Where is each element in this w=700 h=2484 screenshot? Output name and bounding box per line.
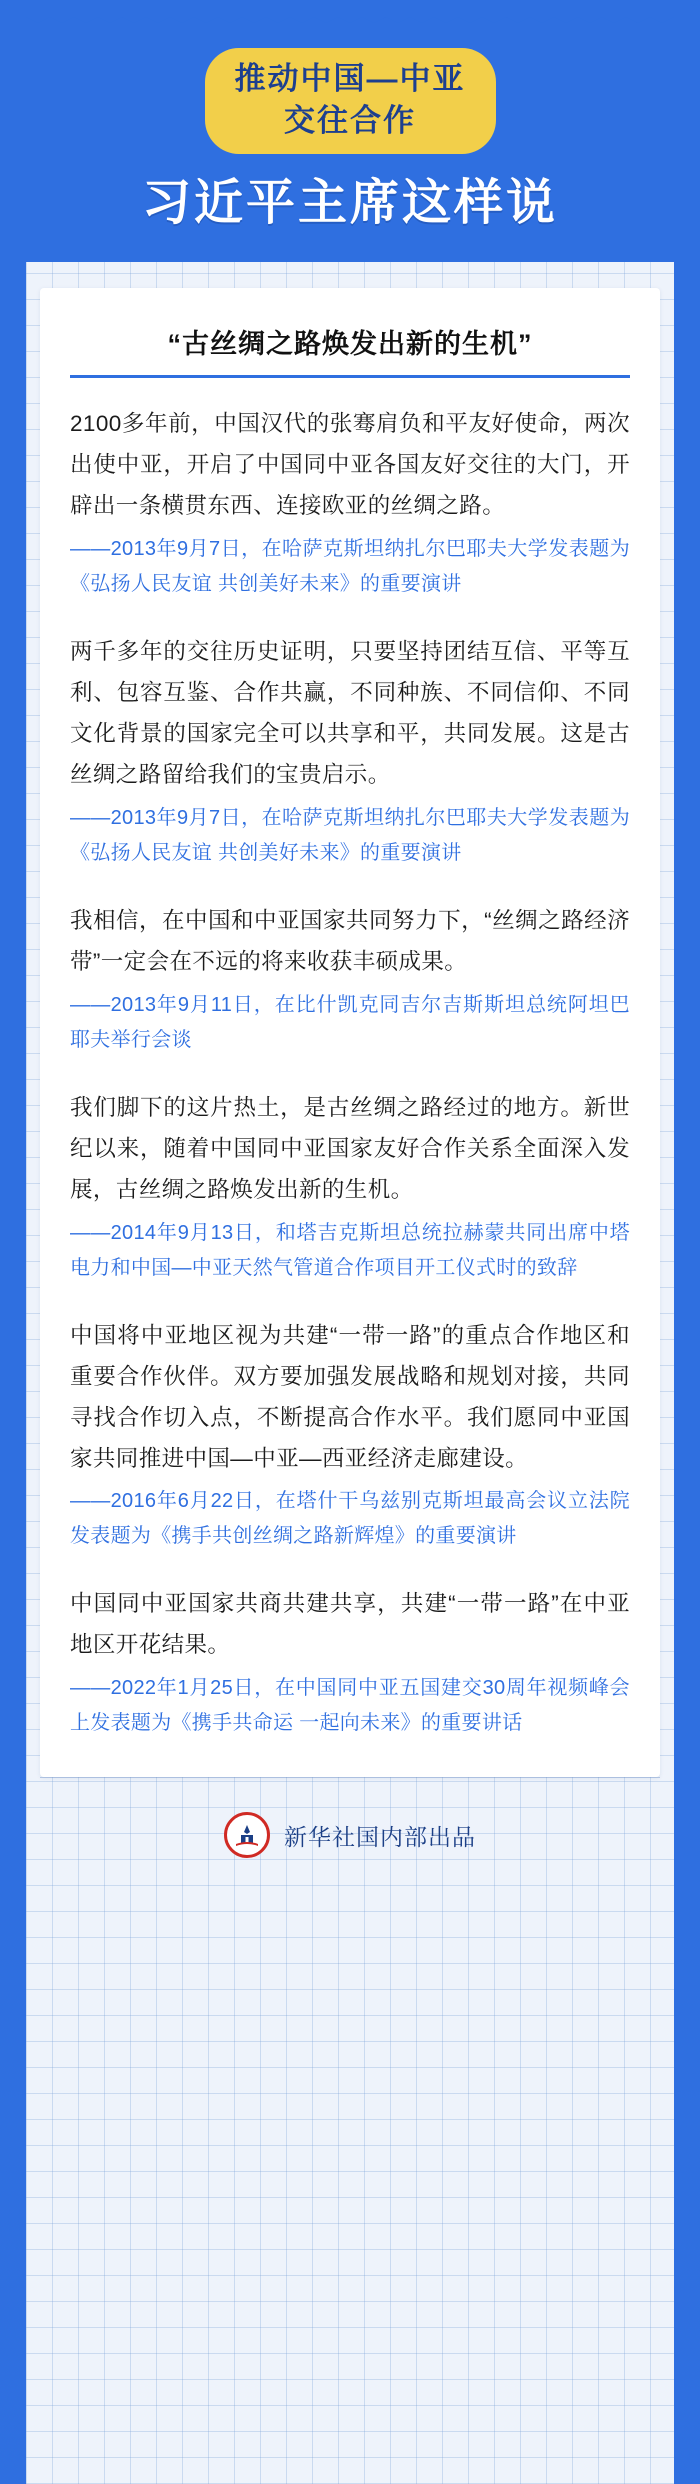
quote-block (70, 1316, 630, 1555)
quote-text: 我们脚下的这片热土，是古丝绸之路经过的地方。新世纪以来，随着中国同中亚国家友好合作关系全面深入发展，古丝绸之路焕发出新的生机。 (70, 1094, 630, 1202)
poster-header (26, 22, 674, 262)
xinhua-logo-icon (224, 1812, 270, 1858)
quote-block (70, 1088, 630, 1286)
quote-text: 中国同中亚国家共商共建共享，共建“一带一路”在中亚地区开花结果。 (70, 1591, 630, 1658)
footer-text: 新华社国内部出品 (284, 1823, 476, 1850)
poster-footer (0, 1812, 700, 1884)
quote-text: 我相信，在中国和中亚国家共同努力下，“丝绸之路经济带”一定会在不远的将来收获丰硕成果。 (70, 908, 630, 974)
header-pill-line1: 推动中国—中亚 (234, 61, 466, 96)
section-title: “古丝绸之路焕发出新的生机” (70, 322, 630, 378)
quote-text: 两千多年的交往历史证明，只要坚持团结互信、平等互利、包容互鉴、合作共赢，不同种族、不同信仰、不同文化背景的国家完全可以共享和平，共同发展。这是古丝绸之路留给我们的宝贵启示。 (70, 639, 630, 788)
quote-source: ——2013年9月7日，在哈萨克斯坦纳扎尔巴耶夫大学发表题为《弘扬人民友谊 共创美好未来》的重要演讲 (70, 538, 630, 596)
quote-block (70, 404, 630, 602)
quote-source: ——2016年6月22日，在塔什干乌兹别克斯坦最高会议立法院发表题为《携手共创丝绸之路新辉煌》的重要演讲 (70, 1490, 630, 1548)
quote-source: ——2013年9月11日，在比什凯克同吉尔吉斯斯坦总统阿坦巴耶夫举行会谈 (70, 993, 630, 1051)
page-title: 习近平主席这样说 (141, 175, 558, 230)
poster-page (0, 22, 700, 2484)
quote-text: 中国将中亚地区视为共建“一带一路”的重点合作地区和重要合作伙伴。双方要加强发展战略和规划对接，共同寻找合作切入点，不断提高合作水平。我们愿同中亚国家共同推进中国—中亚—西亚经济走廊建设。 (70, 1322, 630, 1471)
quote-text: 2100多年前，中国汉代的张骞肩负和平友好使命，两次出使中亚，开启了中国同中亚各国友好交往的大门，开辟出一条横贯东西、连接欧亚的丝绸之路。 (70, 411, 630, 519)
quote-block (70, 1584, 630, 1741)
quote-source: ——2014年9月13日，和塔吉克斯坦总统拉赫蒙共同出席中塔电力和中国—中亚天然气管道合作项目开工仪式时的致辞 (70, 1221, 630, 1279)
footer-divider (40, 1777, 660, 1778)
zigzag-edge-decoration (26, 11, 674, 23)
quote-source: ——2022年1月25日，在中国同中亚五国建交30周年视频峰会上发表题为《携手共命运 一起向未来》的重要讲话 (70, 1677, 630, 1735)
header-pill (205, 48, 496, 154)
header-pill-line2: 交往合作 (284, 102, 416, 138)
quote-block (70, 901, 630, 1058)
quote-block (70, 632, 630, 871)
content-card (40, 288, 660, 1777)
quote-source: ——2013年9月7日，在哈萨克斯坦纳扎尔巴耶夫大学发表题为《弘扬人民友谊 共创美好未来》的重要演讲 (70, 807, 630, 865)
